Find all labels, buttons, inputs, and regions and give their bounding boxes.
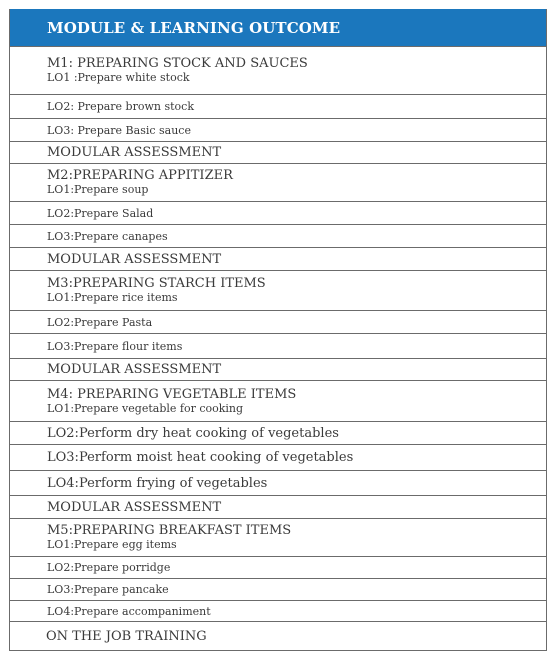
modular-assessment: MODULAR ASSESSMENT	[47, 499, 222, 515]
module-row-m1	[10, 46, 546, 94]
learning-outcome: LO1:Prepare vegetable for cooking	[47, 401, 244, 415]
learning-outcome: LO2:Prepare Salad	[47, 206, 154, 220]
table-header	[10, 9, 546, 46]
modular-assessment-row	[10, 495, 546, 518]
learning-outcome-row	[10, 556, 546, 578]
on-the-job-training-row	[10, 621, 546, 650]
module-row-m3	[10, 270, 546, 310]
learning-outcome-row	[10, 600, 546, 621]
learning-outcome: LO2:Prepare porridge	[47, 561, 171, 574]
learning-outcome: LO2:Prepare Pasta	[47, 315, 153, 329]
modular-assessment: MODULAR ASSESSMENT	[47, 362, 222, 377]
learning-outcome: LO3:Prepare canapes	[47, 229, 168, 243]
learning-outcome-row	[10, 333, 546, 358]
modular-assessment-row	[10, 358, 546, 380]
module-row-m2	[10, 163, 546, 201]
learning-outcome-row	[10, 118, 546, 141]
module-title: M2:PREPARING APPITIZER	[47, 168, 233, 183]
learning-outcome-row	[10, 224, 546, 247]
learning-outcome-row	[10, 578, 546, 600]
module-title: M4: PREPARING VEGETABLE ITEMS	[47, 386, 297, 402]
learning-outcome: LO2: Prepare brown stock	[47, 100, 194, 113]
learning-outcome: LO3:Prepare flour items	[47, 339, 183, 353]
module-title: M1: PREPARING STOCK AND SAUCES	[47, 56, 308, 71]
learning-outcome: LO1 :Prepare white stock	[47, 71, 190, 84]
learning-outcome: LO1:Prepare egg items	[47, 538, 177, 551]
learning-outcome-row	[10, 201, 546, 224]
modular-assessment-row	[10, 141, 546, 163]
learning-outcome: LO4:Prepare accompaniment	[47, 604, 211, 618]
learning-outcome-row	[10, 421, 546, 444]
module-row-m4	[10, 380, 546, 421]
on-the-job-training: ON THE JOB TRAINING	[46, 628, 207, 644]
learning-outcome: LO2:Perform dry heat cooking of vegetables	[47, 425, 339, 441]
module-title: M3:PREPARING STARCH ITEMS	[47, 276, 266, 291]
learning-outcome: LO4:Perform frying of vegetables	[47, 475, 268, 491]
learning-outcome-row	[10, 94, 546, 118]
learning-outcome: LO3:Perform moist heat cooking of vegetables	[47, 450, 354, 465]
learning-outcome-row	[10, 310, 546, 333]
modular-assessment: MODULAR ASSESSMENT	[47, 251, 222, 267]
modular-assessment-row	[10, 247, 546, 270]
module-row-m5	[10, 518, 546, 556]
learning-outcome: LO1:Prepare rice items	[47, 291, 178, 304]
learning-outcome-row	[10, 470, 546, 495]
learning-outcome: LO3:Prepare pancake	[47, 583, 169, 596]
module-table	[9, 9, 547, 651]
learning-outcome: LO1:Prepare soup	[47, 183, 149, 196]
module-title: M5:PREPARING BREAKFAST ITEMS	[47, 523, 292, 538]
learning-outcome-row	[10, 444, 546, 470]
learning-outcome: LO3: Prepare Basic sauce	[47, 123, 191, 137]
table-header-title: MODULE & LEARNING OUTCOME	[47, 18, 341, 37]
modular-assessment: MODULAR ASSESSMENT	[47, 145, 222, 160]
